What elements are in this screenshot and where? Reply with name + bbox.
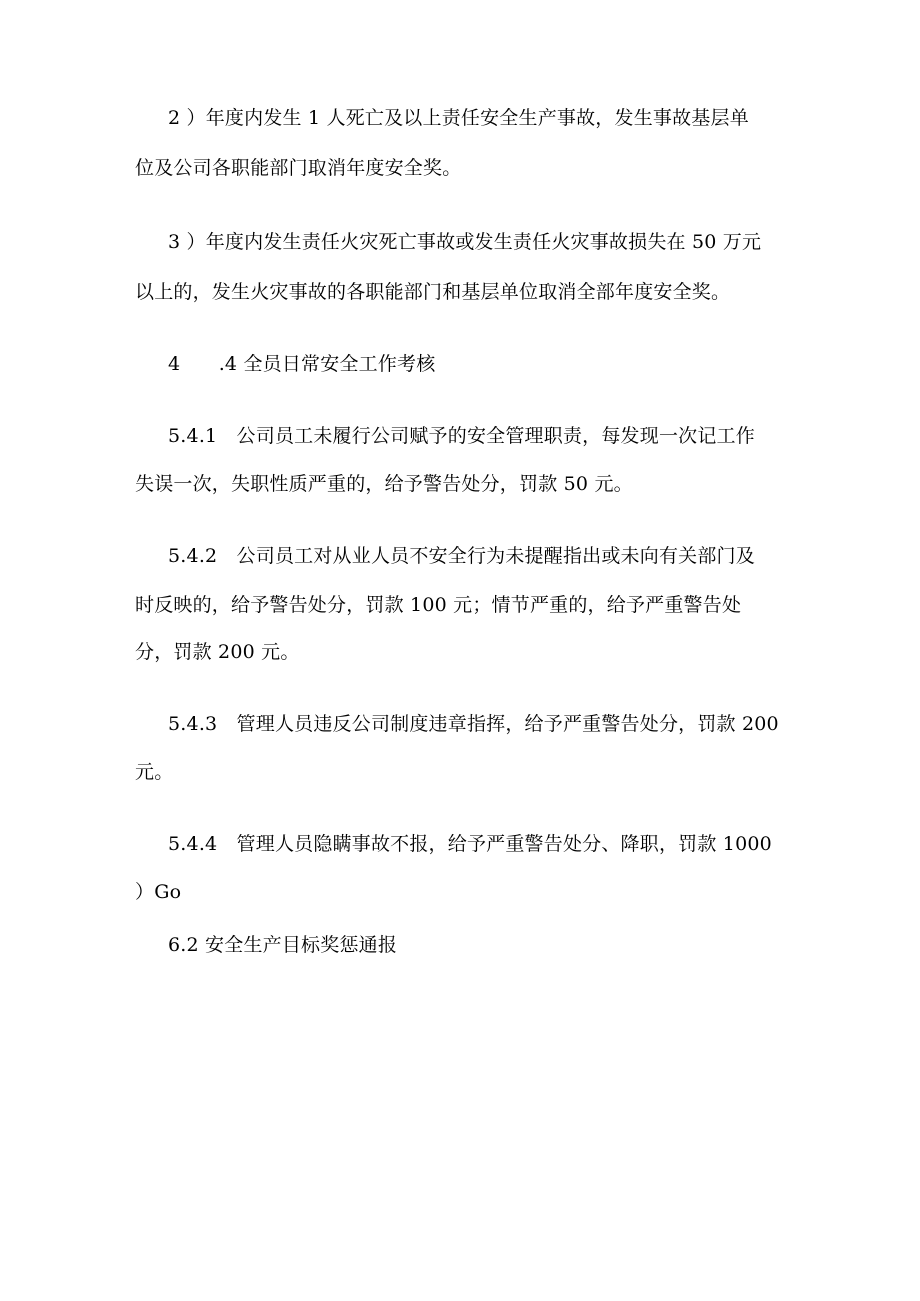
text-line: 5.4.1 公司员工未履行公司赋予的安全管理职责，每发现一次记工作 — [168, 425, 755, 447]
text-line: 5.4.3 管理人员违反公司制度违章指挥，给予严重警告处分，罚款 200 — [168, 713, 779, 735]
heading-line: 4 .4 全员日常安全工作考核 — [168, 353, 436, 375]
heading-line: 6.2 安全生产目标奖惩通报 — [168, 934, 398, 956]
text-line: 时反映的，给予警告处分，罚款 100 元；情节严重的，给予严重警告处 — [135, 594, 742, 616]
text-line: 5.4.2 公司员工对从业人员不安全行为未提醒指出或未向有关部门及 — [168, 545, 755, 567]
text-line: ）Go — [135, 881, 182, 903]
text-line: 元。 — [135, 761, 174, 783]
text-line: 以上的，发生火灾事故的各职能部门和基层单位取消全部年度安全奖。 — [135, 281, 731, 303]
text-line: 2 ）年度内发生 1 人死亡及以上责任安全生产事故，发生事故基层单 — [168, 107, 749, 129]
text-line: 失误一次，失职性质严重的，给予警告处分，罚款 50 元。 — [135, 473, 633, 495]
text-line: 3 ）年度内发生责任火灾死亡事故或发生责任火灾事故损失在 50 万元 — [168, 231, 762, 253]
text-line: 分，罚款 200 元。 — [135, 641, 300, 663]
text-line: 位及公司各职能部门取消年度安全奖。 — [135, 157, 462, 179]
text-line: 5.4.4 管理人员隐瞒事故不报，给予严重警告处分、降职，罚款 1000 — [168, 833, 772, 855]
